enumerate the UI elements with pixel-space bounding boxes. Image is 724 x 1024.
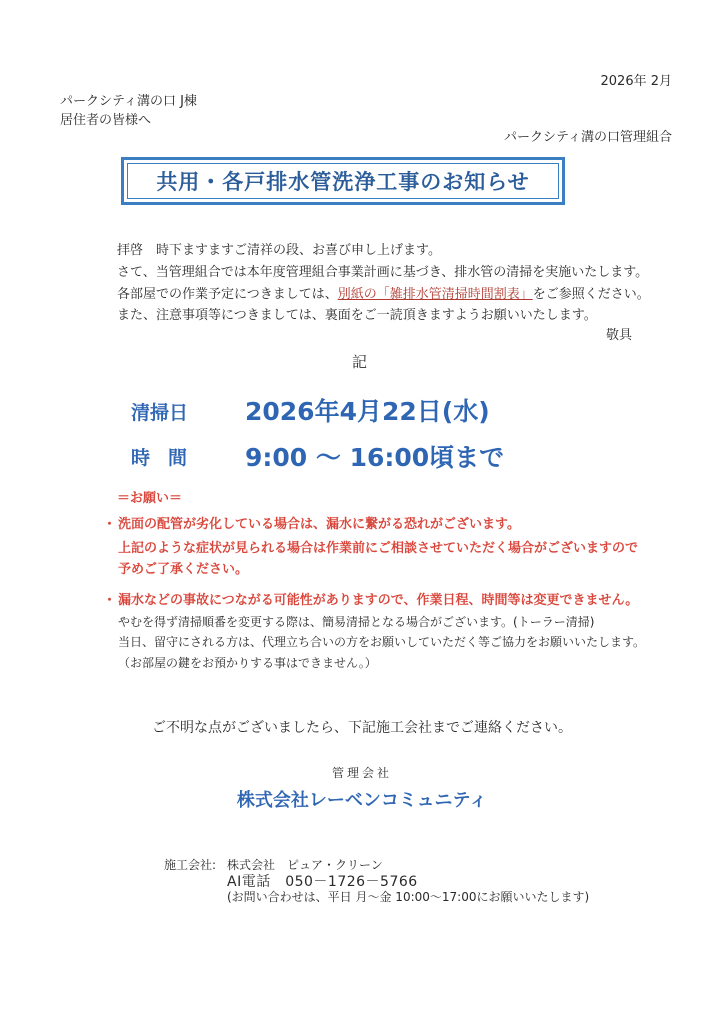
request-2-sub-3: （お部屋の鍵をお預かりする事はできません。） <box>118 656 377 670</box>
contractor-name: 株式会社 ピュア・クリーン <box>227 858 383 872</box>
intro-line-4: また、注意事項等につきましては、裏面をご一読頂きますようお願いいたします。 <box>117 308 597 323</box>
request-bullet-2: ・ <box>103 593 117 608</box>
ki-marker: 記 <box>352 353 368 371</box>
time-value: 9:00 ～ 16:00頃まで <box>245 443 505 472</box>
request-2-sub-1: やむを得ず清掃順番を変更する際は、簡易清掃となる場合がございます。(トーラー清掃) <box>118 615 595 629</box>
contractor-phone: AI電話 050－1726－5766 <box>227 874 418 890</box>
timetable-reference-link: 別紙の「雑排水管清掃時間割表」 <box>337 287 533 302</box>
recipient-line: 居住者の皆様へ <box>60 113 152 128</box>
management-company-name: 株式会社レーベンコミュニティ <box>236 790 488 811</box>
intro-line-1: 拝啓 時下ますますご清祥の段、お喜び申し上げます。 <box>117 243 441 258</box>
intro-line-2: さて、当管理組合では本年度管理組合事業計画に基づき、排水管の清掃を実施いたします。 <box>117 265 649 280</box>
contractor-label: 施工会社: <box>164 858 217 872</box>
request-1-line-3: 予めご了承ください。 <box>118 562 249 577</box>
management-label: 管理会社 <box>331 766 392 780</box>
request-1-line-1: 洗面の配管が劣化している場合は、漏水に繋がる恐れがございます。 <box>118 517 520 532</box>
intro-line-3-pre: 各部屋での作業予定につきましては、 <box>117 287 338 302</box>
contractor-hours: (お問い合わせは、平日 月～金 10:00～17:00にお願いいたします) <box>227 890 590 904</box>
request-2-line-1: 漏水などの事故につながる可能性がありますので、作業日程、時間等は変更できません。 <box>118 593 639 608</box>
title-inner-frame <box>127 163 559 199</box>
intro-line-3-post: をご参照ください。 <box>532 287 650 302</box>
cleaning-date-value: 2026年4月22日(水) <box>245 397 490 426</box>
requests-heading: ＝お願い＝ <box>117 491 183 506</box>
sender-name: パークシティ溝の口管理組合 <box>504 130 672 145</box>
request-bullet-1: ・ <box>103 517 117 532</box>
page-title: 共用・各戸排水管洗浄工事のお知らせ <box>156 170 530 194</box>
request-1-line-2: 上記のような症状が見られる場合は作業前にご相談させていただく場合がございますので <box>118 541 639 556</box>
time-label: 時間 <box>131 447 206 469</box>
cleaning-date-label: 清掃日 <box>131 402 189 424</box>
closing-word: 敬具 <box>605 328 632 343</box>
notice-date: 2026年 2月 <box>600 74 672 89</box>
request-2-sub-2: 当日、留守にされる方は、代理立ち合いの方をお願いしていただく等ご協力をお願いいたします。 <box>118 635 646 649</box>
intro-line-3 <box>117 283 650 302</box>
title-frame <box>121 157 565 205</box>
contact-note: ご不明な点がございましたら、下記施工会社までご連絡ください。 <box>152 720 572 736</box>
building-address: パークシティ溝の口 J棟 <box>60 94 197 109</box>
